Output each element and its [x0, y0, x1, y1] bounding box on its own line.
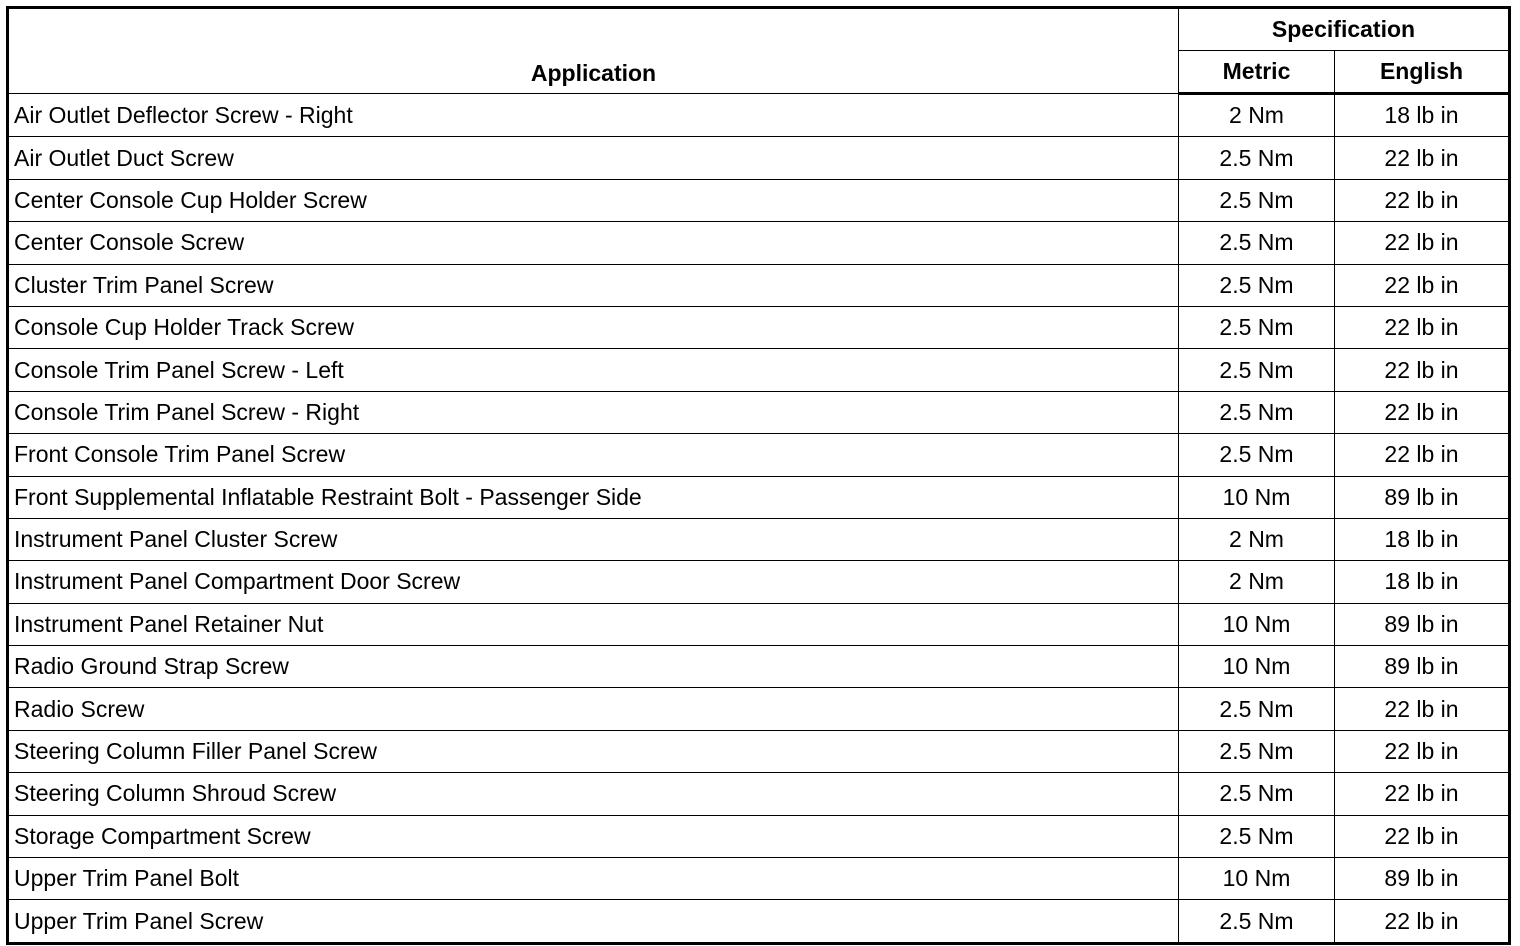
fastener-specification-table: [6, 6, 1511, 945]
metric-cell: 2 Nm: [1179, 518, 1335, 560]
table-row: [8, 518, 1510, 560]
table-row: [8, 306, 1510, 348]
header-row-top: [8, 8, 1510, 51]
metric-cell: 2.5 Nm: [1179, 179, 1335, 221]
application-cell: Console Trim Panel Screw - Right: [8, 391, 1179, 433]
application-cell: Front Supplemental Inflatable Restraint Bolt - Passenger Side: [8, 476, 1179, 518]
table-row: [8, 900, 1510, 943]
metric-cell: 2.5 Nm: [1179, 137, 1335, 179]
english-cell: 18 lb in: [1335, 94, 1510, 137]
table-row: [8, 858, 1510, 900]
metric-cell: 2 Nm: [1179, 561, 1335, 603]
metric-cell: 2.5 Nm: [1179, 306, 1335, 348]
application-cell: Air Outlet Deflector Screw - Right: [8, 94, 1179, 137]
english-cell: 22 lb in: [1335, 815, 1510, 857]
metric-cell: 2.5 Nm: [1179, 730, 1335, 772]
metric-cell: 2.5 Nm: [1179, 391, 1335, 433]
application-cell: Air Outlet Duct Screw: [8, 137, 1179, 179]
table-row: [8, 179, 1510, 221]
table-row: [8, 391, 1510, 433]
application-cell: Steering Column Filler Panel Screw: [8, 730, 1179, 772]
english-cell: 22 lb in: [1335, 222, 1510, 264]
table-row: [8, 94, 1510, 137]
metric-cell: 2 Nm: [1179, 94, 1335, 137]
application-cell: Console Cup Holder Track Screw: [8, 306, 1179, 348]
metric-cell: 10 Nm: [1179, 476, 1335, 518]
english-cell: 22 lb in: [1335, 306, 1510, 348]
application-cell: Upper Trim Panel Screw: [8, 900, 1179, 943]
english-cell: 22 lb in: [1335, 391, 1510, 433]
english-cell: 22 lb in: [1335, 688, 1510, 730]
metric-column-header: Metric: [1179, 51, 1335, 94]
metric-cell: 2.5 Nm: [1179, 349, 1335, 391]
english-cell: 22 lb in: [1335, 264, 1510, 306]
application-cell: Center Console Cup Holder Screw: [8, 179, 1179, 221]
english-cell: 18 lb in: [1335, 561, 1510, 603]
table-row: [8, 434, 1510, 476]
table-row: [8, 349, 1510, 391]
metric-cell: 10 Nm: [1179, 858, 1335, 900]
application-cell: Upper Trim Panel Bolt: [8, 858, 1179, 900]
table-row: [8, 264, 1510, 306]
metric-cell: 2.5 Nm: [1179, 815, 1335, 857]
english-cell: 22 lb in: [1335, 730, 1510, 772]
application-cell: Instrument Panel Compartment Door Screw: [8, 561, 1179, 603]
application-column-header: Application: [8, 8, 1179, 94]
application-cell: Radio Screw: [8, 688, 1179, 730]
metric-cell: 10 Nm: [1179, 603, 1335, 645]
table-row: [8, 222, 1510, 264]
metric-cell: 2.5 Nm: [1179, 264, 1335, 306]
table-row: [8, 646, 1510, 688]
english-cell: 89 lb in: [1335, 858, 1510, 900]
table-row: [8, 603, 1510, 645]
metric-cell: 2.5 Nm: [1179, 688, 1335, 730]
application-cell: Instrument Panel Retainer Nut: [8, 603, 1179, 645]
english-cell: 22 lb in: [1335, 900, 1510, 943]
english-column-header: English: [1335, 51, 1510, 94]
english-cell: 89 lb in: [1335, 476, 1510, 518]
application-cell: Cluster Trim Panel Screw: [8, 264, 1179, 306]
english-cell: 18 lb in: [1335, 518, 1510, 560]
application-cell: Console Trim Panel Screw - Left: [8, 349, 1179, 391]
english-cell: 89 lb in: [1335, 646, 1510, 688]
english-cell: 89 lb in: [1335, 603, 1510, 645]
application-cell: Front Console Trim Panel Screw: [8, 434, 1179, 476]
application-cell: Storage Compartment Screw: [8, 815, 1179, 857]
metric-cell: 2.5 Nm: [1179, 434, 1335, 476]
table-row: [8, 476, 1510, 518]
english-cell: 22 lb in: [1335, 349, 1510, 391]
application-cell: Steering Column Shroud Screw: [8, 773, 1179, 815]
application-cell: Radio Ground Strap Screw: [8, 646, 1179, 688]
table-row: [8, 137, 1510, 179]
specification-column-group-header: Specification: [1179, 8, 1510, 51]
application-cell: Instrument Panel Cluster Screw: [8, 518, 1179, 560]
table-header: [8, 8, 1510, 94]
metric-cell: 2.5 Nm: [1179, 773, 1335, 815]
english-cell: 22 lb in: [1335, 179, 1510, 221]
table-row: [8, 815, 1510, 857]
table-body: [8, 94, 1510, 944]
table-row: [8, 561, 1510, 603]
table-row: [8, 730, 1510, 772]
metric-cell: 2.5 Nm: [1179, 222, 1335, 264]
application-cell: Center Console Screw: [8, 222, 1179, 264]
table-row: [8, 688, 1510, 730]
english-cell: 22 lb in: [1335, 434, 1510, 476]
metric-cell: 2.5 Nm: [1179, 900, 1335, 943]
english-cell: 22 lb in: [1335, 773, 1510, 815]
table-row: [8, 773, 1510, 815]
metric-cell: 10 Nm: [1179, 646, 1335, 688]
english-cell: 22 lb in: [1335, 137, 1510, 179]
